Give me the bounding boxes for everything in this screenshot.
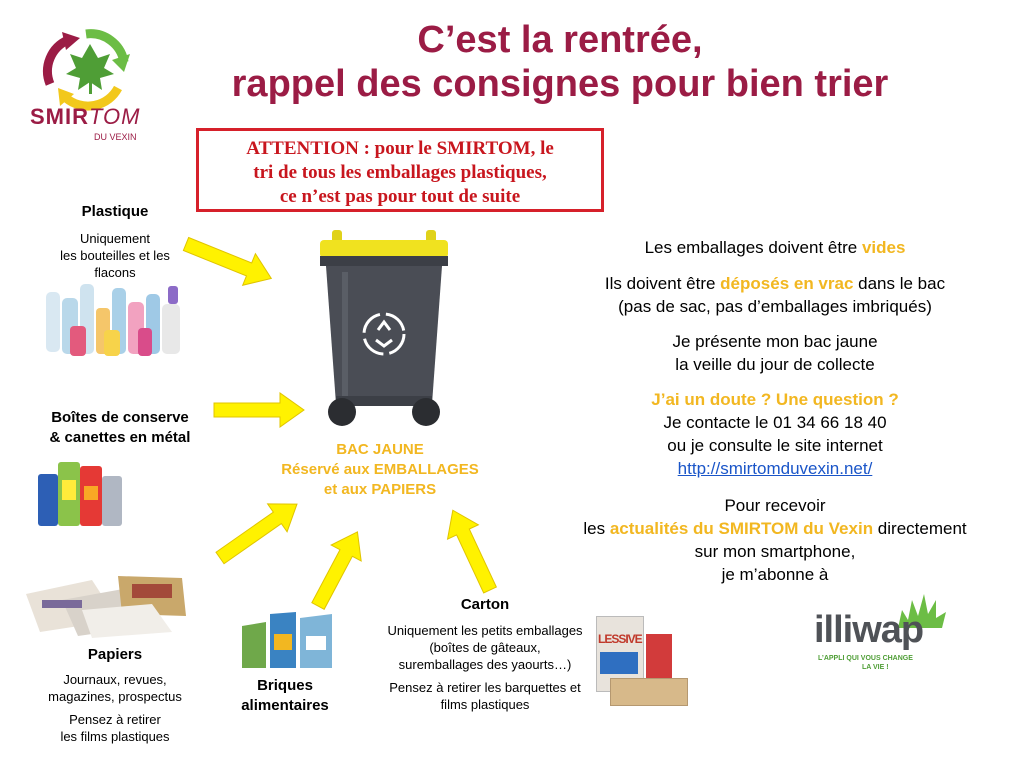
- bac-jaune-label: BAC JAUNE Réservé aux EMBALLAGES et aux PAPIERS: [281, 441, 479, 498]
- carton-title: Carton: [460, 596, 510, 613]
- lessive-box-label: LESSIVE: [598, 632, 642, 646]
- info-actualites: Pour recevoir les actualités du SMIRTOM du Vexin directement sur mon smartphone, je m’abonne à: [583, 496, 967, 584]
- info-question: J’ai un doute ? Une question ? Je contacte le 01 34 66 18 40 ou je consulte le site internet http://smirtomduvexin.net/: [651, 390, 899, 478]
- carton-desc: Uniquement les petits emballages (boîtes de gâteaux, suremballages des yaourts…) Pensez à retirer les barquettes et films plastiques: [387, 623, 583, 712]
- illiwap-tagline: L’APPLI QUI VOUS CHANGE LA VIE !: [818, 655, 913, 671]
- papiers-desc: Journaux, revues, magazines, prospectus Pensez à retirer les films plastiques: [48, 672, 182, 744]
- plastique-desc: Uniquement les bouteilles et les flacons: [60, 231, 170, 280]
- plastique-title: Plastique: [81, 203, 149, 220]
- arrow-briques-icon: [303, 524, 372, 614]
- info-vrac: Ils doivent être déposés en vrac dans le bac (pas de sac, pas d’emballages imbriqués): [604, 274, 946, 316]
- info-vides: Les emballages doivent être vides: [644, 238, 906, 257]
- arrow-conserve-icon: [214, 393, 304, 427]
- briques-title: Briques alimentaires: [241, 677, 329, 714]
- illiwap-name: illiwap: [814, 609, 924, 651]
- attention-box: ATTENTION : pour le SMIRTOM, le tri de tous les emballages plastiques, ce n’est pas pour tout de suite: [196, 128, 604, 212]
- smirtom-logo-subtitle: DU VEXIN: [94, 132, 137, 142]
- arrow-plastique-icon: [180, 228, 278, 294]
- illiwap-logo[interactable]: [814, 590, 954, 680]
- smirtom-logo-text: SMIRTOM: [30, 104, 141, 129]
- papiers-title: Papiers: [87, 646, 143, 663]
- page-title: C’est la rentrée, rappel des consignes pour bien trier: [231, 19, 889, 105]
- website-link[interactable]: http://smirtomduvexin.net/: [677, 459, 873, 478]
- arrow-papiers-icon: [210, 490, 307, 572]
- conserve-title: Boîtes de conserve & canettes en métal: [49, 409, 191, 446]
- arrow-carton-icon: [437, 503, 505, 597]
- info-bac-jaune: Je présente mon bac jaune la veille du jour de collecte: [672, 332, 878, 374]
